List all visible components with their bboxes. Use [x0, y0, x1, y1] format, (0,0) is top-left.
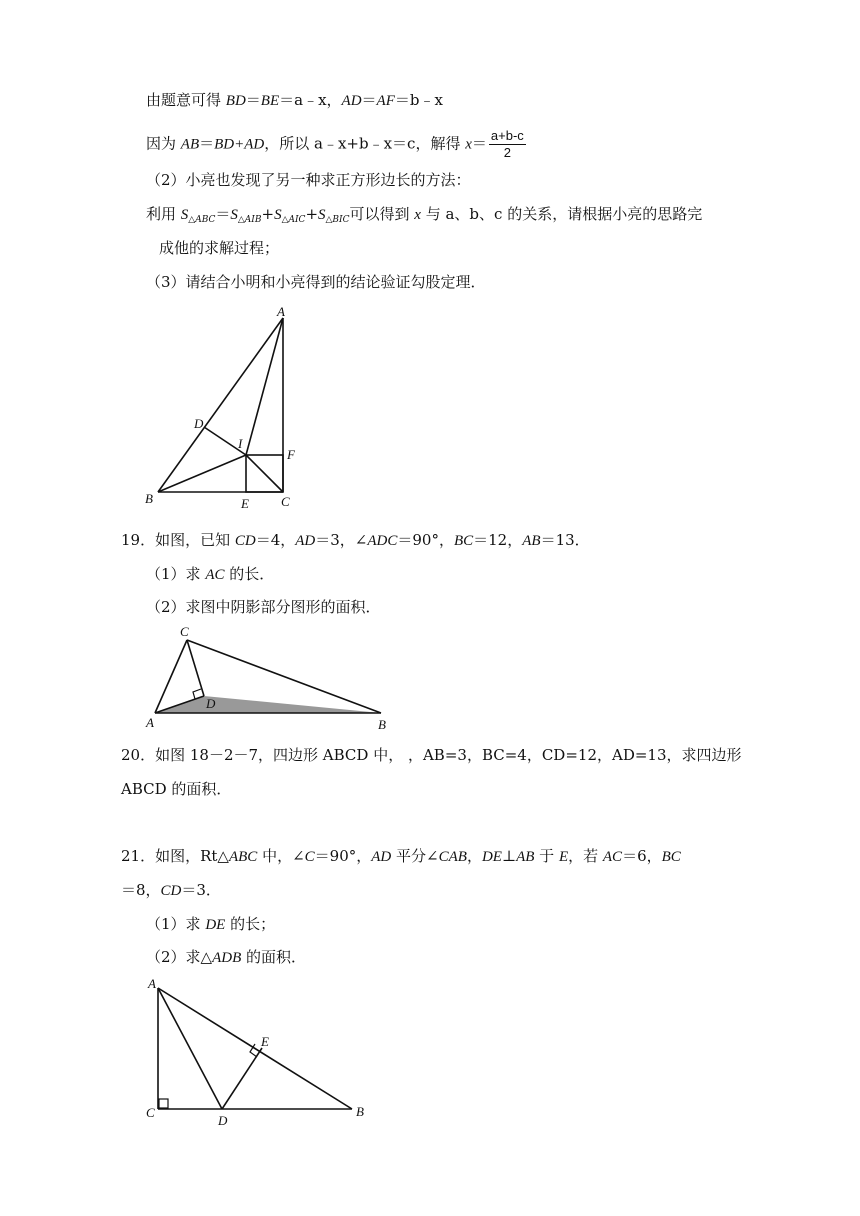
- var-s: S: [318, 207, 326, 223]
- label-e: E: [241, 496, 249, 511]
- text: 中，∠: [257, 847, 305, 865]
- label-b: B: [145, 491, 153, 506]
- fraction-numerator: a+b-c: [490, 128, 524, 143]
- p19-line-3: （2）求图中阴影部分图形的面积．: [146, 598, 381, 616]
- label-a: A: [277, 304, 285, 319]
- segment-de: [222, 1048, 262, 1109]
- var-ac: AC: [205, 567, 225, 583]
- var-ab: AB: [522, 533, 541, 549]
- text: 因为: [146, 134, 181, 153]
- var-cd: CD: [234, 533, 256, 549]
- p18-line-3: （2）小亮也发现了另一种求正方形边长的方法：: [146, 171, 471, 189]
- text: 于: [534, 847, 559, 865]
- text: ，若: [568, 847, 603, 865]
- text: 与 a、b、c 的关系，请根据小亮的思路完: [420, 205, 703, 223]
- p20-line-1: 20．如图 18－2－7，四边形 ABCD 中， ，AB=3，BC=4，CD=12，AD=13，求四边形: [121, 746, 742, 764]
- text: 由题意可得: [146, 91, 226, 109]
- text: ＝: [215, 205, 231, 223]
- var-ad: AD: [371, 849, 392, 865]
- label-d: D: [218, 1113, 228, 1128]
- subscript: △AIB: [237, 215, 262, 225]
- right-angle-mark-c: [159, 1099, 168, 1108]
- text: 平分∠: [391, 847, 439, 865]
- var-cd: CD: [160, 883, 182, 899]
- var-de: DE: [481, 849, 502, 865]
- label-c: C: [180, 624, 189, 639]
- label-d: D: [206, 696, 216, 711]
- var-ad: AD: [295, 533, 316, 549]
- text: 19．如图，已知: [121, 531, 235, 549]
- text: ＝: [361, 91, 377, 109]
- var-ad: AD: [341, 93, 362, 109]
- var-e: E: [558, 849, 569, 865]
- var-bc: BC: [453, 533, 474, 549]
- var-ab: AB: [180, 136, 200, 153]
- text: +: [305, 205, 319, 223]
- text: +: [261, 205, 275, 223]
- var-be: BE: [260, 93, 280, 109]
- var-bd-ad: BD+AD: [214, 136, 265, 153]
- var-s: S: [180, 207, 189, 223]
- text: ＝: [471, 134, 487, 153]
- label-a: A: [148, 976, 156, 991]
- text: （2）求△: [146, 948, 213, 966]
- var-s: S: [274, 207, 282, 223]
- text: ＝13．: [540, 531, 590, 549]
- label-c: C: [281, 494, 290, 509]
- var-adc: ADC: [367, 533, 398, 549]
- text: 21．如图，Rt△: [121, 847, 229, 865]
- subscript: △ABC: [188, 215, 216, 225]
- text: ＝: [199, 134, 215, 153]
- label-b: B: [378, 717, 386, 732]
- p18-line-6: （3）请结合小明和小亮得到的结论验证勾股定理．: [146, 273, 486, 291]
- text: 的面积．: [241, 948, 307, 966]
- var-c: C: [304, 849, 315, 865]
- label-c: C: [146, 1105, 155, 1120]
- var-ab: AB: [516, 849, 535, 865]
- text: ，: [466, 847, 482, 865]
- text: ＝90°，: [314, 847, 372, 865]
- subscript: △BIC: [325, 215, 350, 225]
- label-d: D: [194, 416, 204, 431]
- text: ⊥: [501, 847, 517, 865]
- text: （1）求: [146, 915, 206, 933]
- var-de: DE: [205, 917, 226, 933]
- var-s: S: [230, 207, 238, 223]
- text: 的长；: [225, 915, 276, 933]
- segment-ab: [158, 988, 352, 1109]
- text: 可以得到: [349, 205, 415, 223]
- label-a: A: [146, 715, 154, 730]
- text: ＝90°，: [397, 531, 454, 549]
- text: 的长．: [224, 565, 275, 583]
- p18-line-5: 成他的求解过程；: [159, 239, 280, 257]
- p20-line-2: ABCD 的面积．: [121, 780, 232, 798]
- label-i: I: [238, 436, 243, 451]
- text: 利用: [146, 205, 181, 223]
- text: ＝3，∠: [315, 531, 368, 549]
- var-bd: BD: [225, 93, 246, 109]
- text: ＝12，: [473, 531, 523, 549]
- text: ＝b﹣x: [394, 91, 443, 109]
- segment-ad: [158, 988, 222, 1109]
- var-abc: ABC: [228, 849, 258, 865]
- var-bc: BC: [661, 849, 681, 865]
- var-x: x: [414, 207, 421, 223]
- var-af: AF: [376, 93, 395, 109]
- text: ＝: [245, 91, 261, 109]
- fraction-denominator: 2: [503, 145, 511, 160]
- text: ＝3．: [181, 881, 221, 899]
- text: ＝a﹣x，: [279, 91, 342, 109]
- text: ＝6，: [622, 847, 662, 865]
- label-f: F: [287, 447, 295, 462]
- var-adb: ADB: [212, 950, 242, 966]
- text: ，所以 a﹣x+b﹣x＝c，解得: [264, 134, 466, 153]
- label-b: B: [356, 1104, 364, 1119]
- text: ＝8，: [121, 881, 161, 899]
- subscript: △AIC: [281, 215, 306, 225]
- label-e: E: [261, 1034, 269, 1049]
- var-x: x: [465, 136, 472, 153]
- var-ac: AC: [602, 849, 623, 865]
- text: ＝4，: [255, 531, 296, 549]
- var-cab: CAB: [438, 849, 467, 865]
- text: （1）求: [146, 565, 206, 583]
